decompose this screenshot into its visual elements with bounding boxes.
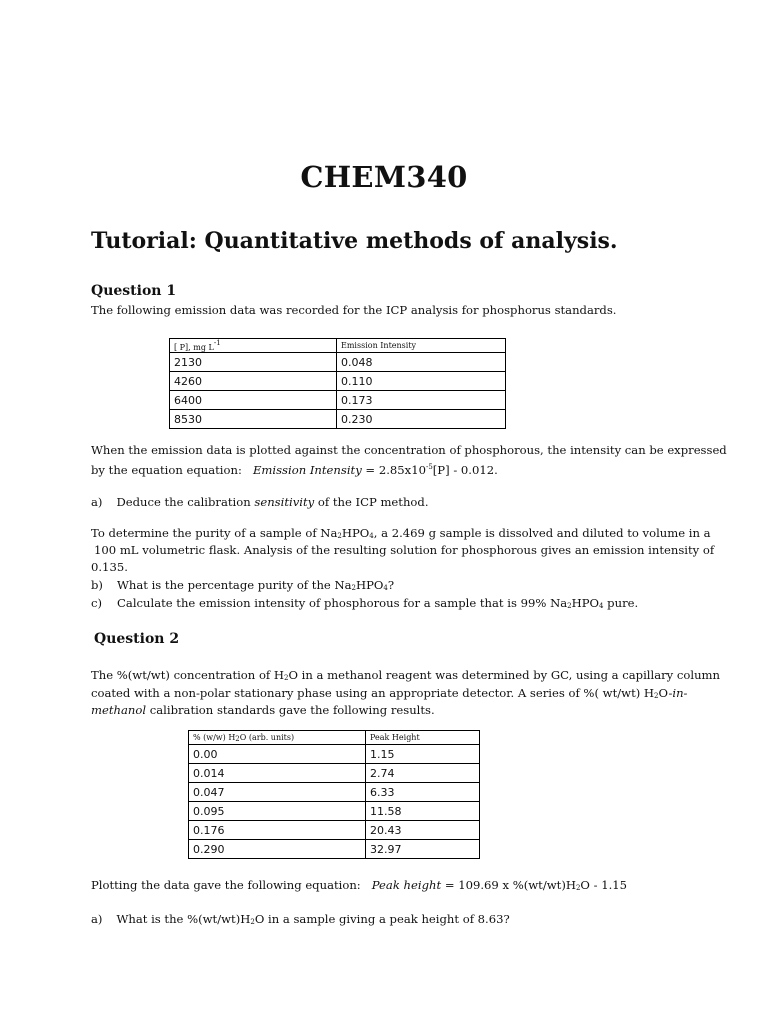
question-2-paragraph-line-1: The %(wt/wt) concentration of $H_2O$ in a methanol reagent was determined by GC, using a capillary column xyxy=(91,668,721,682)
question-1-part-b: b) What is the percentage purity of the $Na_2HPO_4$? xyxy=(91,578,395,592)
table-cell: 0.290 xyxy=(189,840,366,859)
table-row xyxy=(170,372,506,391)
table-cell: 2130 xyxy=(170,353,337,372)
tutorial-title: Tutorial: Quantitative methods of analysis. xyxy=(91,228,618,254)
column-header: % (w/w) $H_2O$ (arb. units) xyxy=(189,731,366,745)
question-1-intro: The following emission data was recorded for the ICP analysis for phosphorus standards. xyxy=(91,303,617,317)
table-row xyxy=(189,802,480,821)
table-cell: 4260 xyxy=(170,372,337,391)
phosphorus-data-table xyxy=(169,338,506,429)
question-2-equation: Plotting the data gave the following equation: Peak height = 109.69 x $\%(wt/wt)H_2O - 1.15$ xyxy=(91,878,628,892)
plot-description-line-2: by the equation equation: Emission Intensity = $2.85x10^{-5}[P] - 0.012$. xyxy=(91,463,498,477)
table-cell: 0.095 xyxy=(189,802,366,821)
table-header-row xyxy=(170,339,506,353)
purity-paragraph-line-2: 100 mL volumetric flask. Analysis of the resulting solution for phosphorous gives an emission intensity of xyxy=(94,543,715,557)
table-cell: 1.15 xyxy=(366,745,480,764)
table-row xyxy=(189,745,480,764)
table-cell: 0.230 xyxy=(337,410,506,429)
table-cell: 32.97 xyxy=(366,840,480,859)
column-header: [ P], mg $L^{-1}$ xyxy=(170,339,337,353)
question-2-paragraph-line-3: methanol calibration standards gave the following results. xyxy=(91,703,435,717)
table-cell: 0.048 xyxy=(337,353,506,372)
table-row xyxy=(189,821,480,840)
table-cell: 20.43 xyxy=(366,821,480,840)
table-cell: 11.58 xyxy=(366,802,480,821)
table-cell: 6.33 xyxy=(366,783,480,802)
purity-paragraph-line-1: To determine the purity of a sample of $Na_2HPO_4$, a 2.469 g sample is dissolved and diluted to volume in a xyxy=(91,526,711,540)
table-row xyxy=(170,353,506,372)
table-cell: 6400 xyxy=(170,391,337,410)
question-1-part-a: a) Deduce the calibration sensitivity of the ICP method. xyxy=(91,495,429,509)
table-cell: 8530 xyxy=(170,410,337,429)
table-row xyxy=(189,840,480,859)
table-cell: 2.74 xyxy=(366,764,480,783)
table-cell: 0.176 xyxy=(189,821,366,840)
purity-paragraph-line-3: 0.135. xyxy=(91,560,128,574)
table-cell: 0.047 xyxy=(189,783,366,802)
course-code: CHEM340 xyxy=(300,160,468,194)
table-cell: 0.00 xyxy=(189,745,366,764)
column-header: Emission Intensity xyxy=(337,339,506,353)
table-cell: 0.110 xyxy=(337,372,506,391)
table-row xyxy=(170,410,506,429)
table-cell: 0.173 xyxy=(337,391,506,410)
table-row xyxy=(170,391,506,410)
question-2-heading: Question 2 xyxy=(94,631,180,647)
question-2-paragraph-line-2: coated with a non-polar stationary phase using an appropriate detector. A series of %( wt/wt) $H_2O-in-$ xyxy=(91,686,688,700)
column-header: Peak Height xyxy=(366,731,480,745)
question-2-part-a: a) What is the $\%(wt/wt)H_2O$ in a sample giving a peak height of 8.63? xyxy=(91,912,510,926)
table-row xyxy=(189,764,480,783)
table-cell: 0.014 xyxy=(189,764,366,783)
question-1-heading: Question 1 xyxy=(91,283,177,299)
gc-calibration-table xyxy=(188,730,480,859)
table-row xyxy=(189,783,480,802)
plot-description-line-1: When the emission data is plotted against the concentration of phosphorous, the intensity can be expressed xyxy=(91,443,727,457)
question-1-part-c: c) Calculate the emission intensity of phosphorous for a sample that is 99% $Na_2HPO_4$ pure. xyxy=(91,596,639,610)
table-header-row xyxy=(189,731,480,745)
